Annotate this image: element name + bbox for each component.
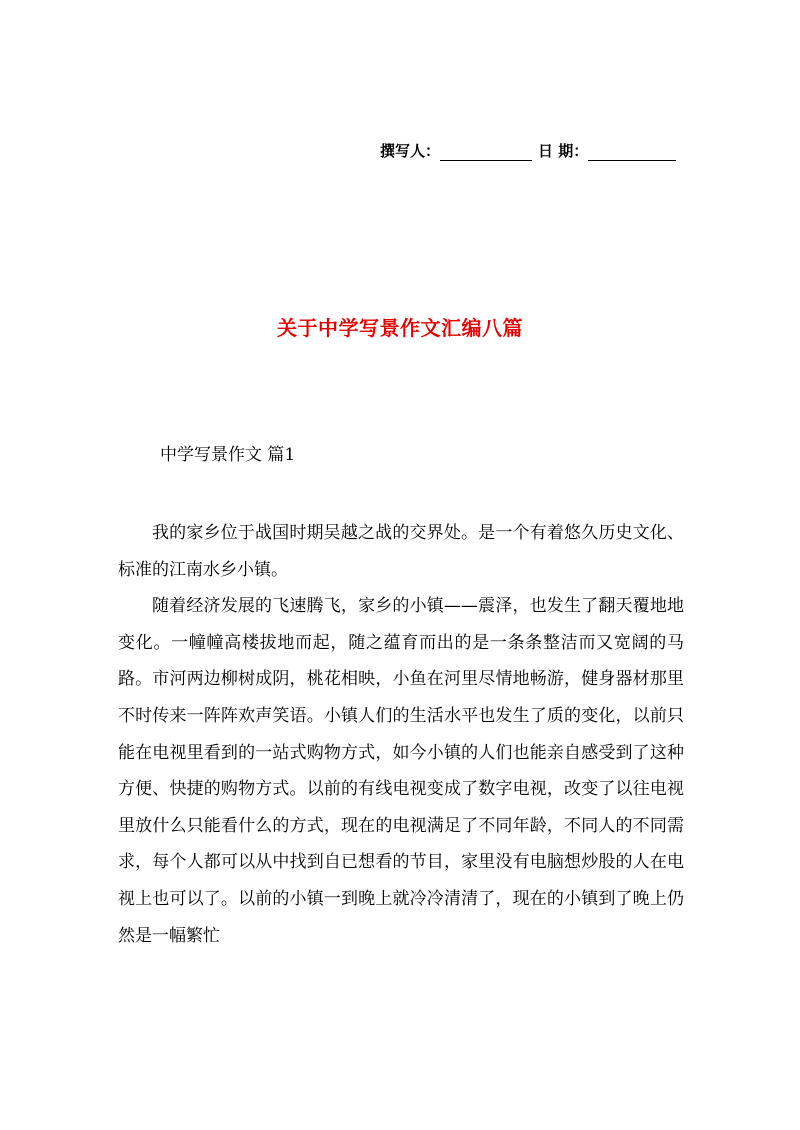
date-label: 日 期：	[538, 142, 589, 160]
date-blank	[588, 146, 676, 161]
author-label: 撰写人：	[380, 142, 441, 160]
paragraph: 我的家乡位于战国时期吴越之战的交界处。是一个有着悠久历史文化、标准的江南水乡小镇。	[118, 523, 684, 580]
document-title: 关于中学写景作文汇编八篇	[277, 316, 523, 340]
author-blank	[440, 146, 532, 161]
paragraph: 随着经济发展的飞速腾飞，家乡的小镇——震泽，也发生了翻天覆地地变化。一幢幢高楼拔地而起，随之蕴育而出的是一条条整洁而又宽阔的马路。市河两边柳树成阴，桃花相映，小鱼在河里尽情地畅游，健身器材那里不时传来一阵阵欢声笑语。小镇人们的生活水平也发生了质的变化，以前只能在电视里看到的一站式购物方式，如今小镇的人们也能亲自感受到了这种方便、快捷的购物方式。以前的有线电视变成了数字电视，改变了以往电视里放什么只能看什么的方式，现在的电视满足了不同年龄，不同人的不同需求，每个人都可以从中找到自已想看的节目，家里没有电脑想炒股的人在电视上也可以了。以前的小镇一到晚上就冷冷清清了，现在的小镇到了晚上仍然是一幅繁忙	[118, 596, 684, 946]
author-date-line	[380, 140, 676, 161]
body-text	[118, 515, 684, 954]
section-heading: 中学写景作文 篇1	[160, 445, 296, 465]
